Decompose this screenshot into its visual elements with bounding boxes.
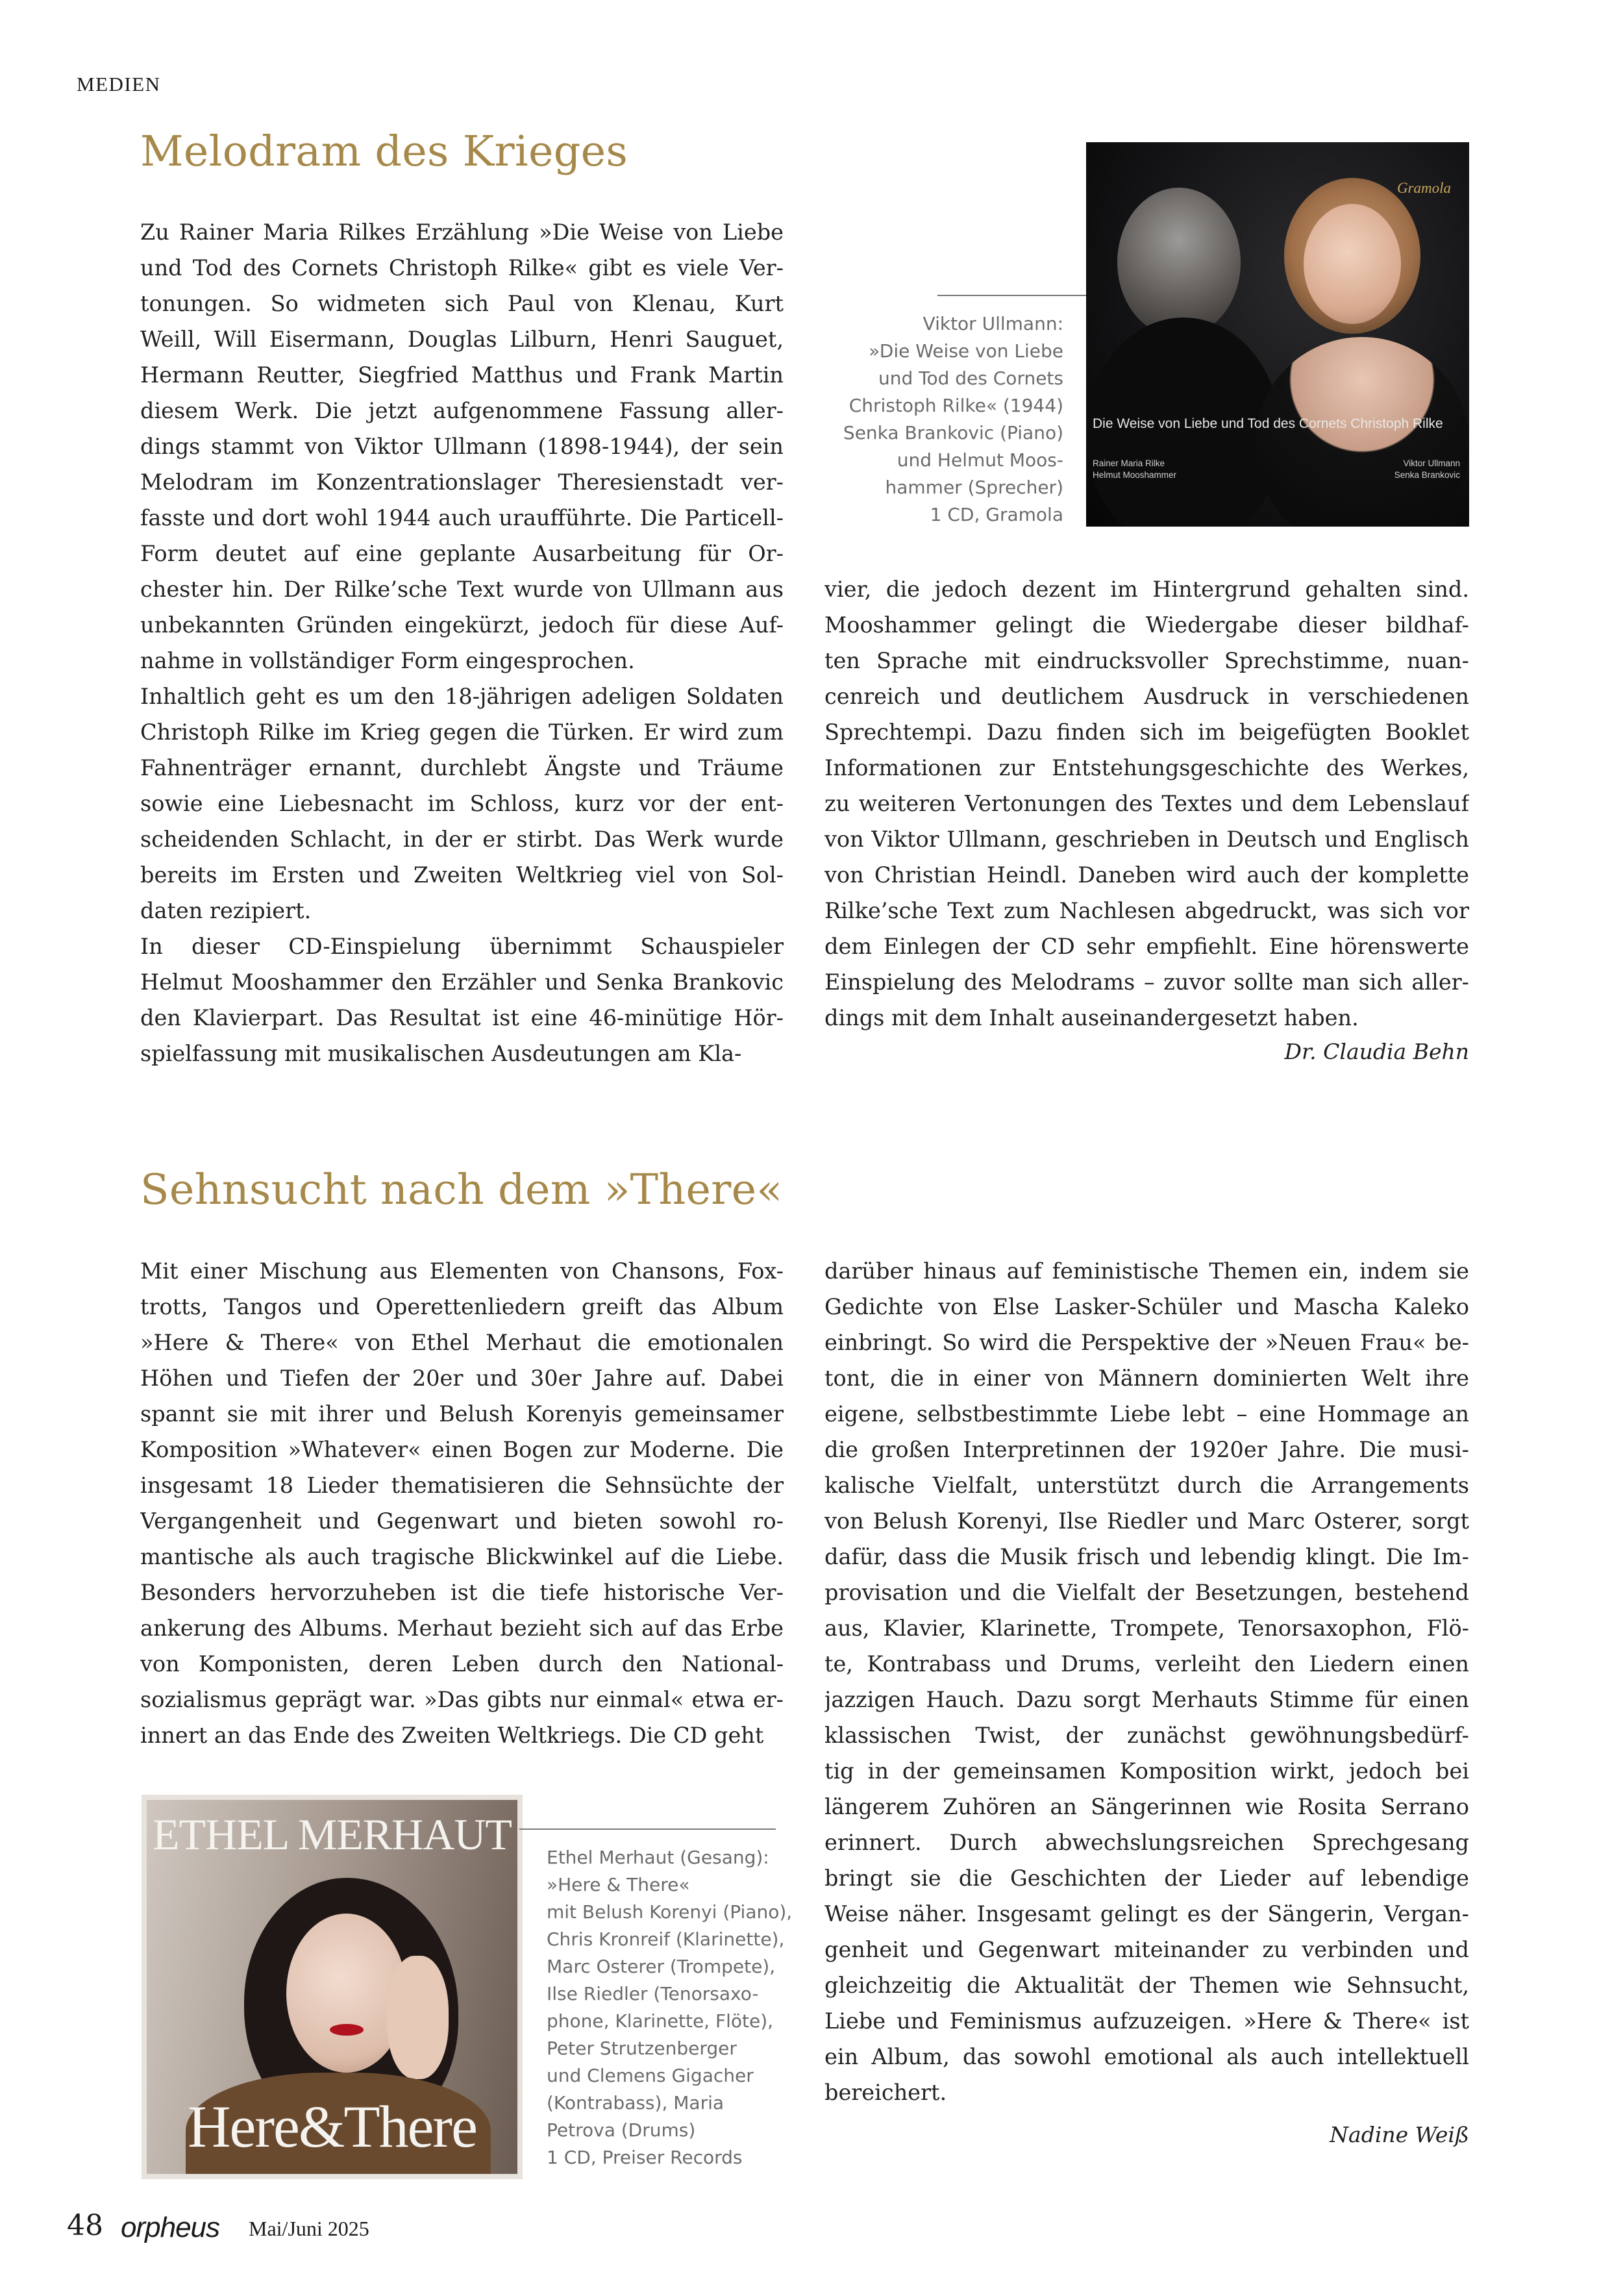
caption-line: und Clemens Gigacher <box>547 2065 754 2086</box>
text-line: ankerung des Albums. Merhaut bezieht sich auf das Erbe <box>140 1616 784 1641</box>
text-line: bringt sie die Geschichten der Lieder auf lebendige <box>824 1866 1469 1891</box>
text-line: dings stammt von Viktor Ullmann (1898-1944), der sein <box>140 434 784 459</box>
caption-line: Petrova (Drums) <box>547 2119 696 2141</box>
cover-man-figure <box>1117 188 1241 337</box>
text-line: Informationen zur Entstehungsgeschichte des Werkes, <box>824 755 1469 780</box>
cover-woman-face <box>1304 204 1401 324</box>
text-line: fasste und dort wohl 1944 auch uraufführte. Die Particell- <box>140 505 784 530</box>
cover-label: Gramola <box>1396 180 1451 196</box>
text-line: diesem Werk. Die jetzt aufgenommene Fassung aller- <box>140 398 784 423</box>
cover-name: Viktor Ullmann <box>1403 458 1460 468</box>
text-line: aus, Klavier, Klarinette, Trompete, Tenorsaxophon, Flö- <box>824 1616 1469 1641</box>
text-line: gleichzeitig die Aktualität der Themen wie Sehnsucht, <box>824 1973 1469 1998</box>
cover-lips <box>330 2024 364 2036</box>
text-line: ein Album, das sowohl emotional als auch intellektuell <box>824 2044 1469 2069</box>
text-line: sozialismus geprägt war. »Das gibts nur einmal« etwa er- <box>140 1687 784 1712</box>
cover-woman-body <box>1255 337 1469 527</box>
text-line: Form deutet auf eine geplante Ausarbeitung für Or- <box>140 541 784 566</box>
text-line: Fahnenträger ernannt, durchlebt Ängste und Träume <box>140 755 784 780</box>
article1-left-column <box>140 214 784 1071</box>
text-line: erinnert. Durch abwechslungsreichen Sprechgesang <box>824 1830 1469 1855</box>
caption-rule <box>937 295 1087 296</box>
text-line: und Tod des Cornets Christoph Rilke« gibt es viele Ver- <box>140 255 784 281</box>
caption-line: (Kontrabass), Maria <box>547 2092 725 2114</box>
text-line: trotts, Tangos und Operettenliedern greift das Album <box>140 1294 784 1319</box>
article2-caption <box>547 1844 792 2171</box>
text-line: chester hin. Der Rilke’sche Text wurde von Ullmann aus <box>140 577 784 602</box>
cover-name: Senka Brankovic <box>1394 470 1460 480</box>
caption-line: hammer (Sprecher) <box>885 477 1063 498</box>
text-line: ten Sprache mit eindrucksvoller Sprechstimme, nuan- <box>824 648 1469 673</box>
text-line: mantische als auch tragische Blickwinkel auf die Liebe. <box>140 1544 784 1569</box>
article2-right-column <box>824 1253 1469 2110</box>
text-line: vier, die jedoch dezent im Hintergrund gehalten sind. <box>824 577 1469 602</box>
caption-line: »Die Weise von Liebe <box>869 340 1063 362</box>
caption-line: Senka Brankovic (Piano) <box>843 422 1063 443</box>
text-line: die großen Interpretinnen der 1920er Jahre. Die musi- <box>824 1437 1469 1462</box>
text-line: nahme in vollständiger Form eingesprochen. <box>140 648 635 673</box>
text-line: sowie eine Liebesnacht im Schloss, kurz vor der ent- <box>140 791 784 816</box>
text-line: den Klavierpart. Das Resultat ist eine 46-minütige Hör- <box>140 1005 784 1030</box>
text-line: dem Einlegen der CD sehr empfiehlt. Eine hörenswerte <box>824 934 1469 959</box>
text-line: Gedichte von Else Lasker-Schüler und Mascha Kaleko <box>824 1294 1469 1319</box>
cover-hand <box>387 1956 449 2079</box>
text-line: tonungen. So widmeten sich Paul von Klenau, Kurt <box>140 291 784 316</box>
section-label: MEDIEN <box>77 73 161 95</box>
caption-line: 1 CD, Gramola <box>930 504 1063 525</box>
text-line: Höhen und Tiefen der 20er und 30er Jahre auf. Dabei <box>140 1366 784 1391</box>
article2-headline: Sehnsucht nach dem »There« <box>140 1166 783 1214</box>
caption-line: 1 CD, Preiser Records <box>547 2147 743 2168</box>
caption-line: Viktor Ullmann: <box>923 313 1063 334</box>
text-line: zu weiteren Vertonungen des Textes und dem Lebenslauf <box>824 791 1469 816</box>
text-line: darüber hinaus auf feministische Themen ein, indem sie <box>824 1258 1469 1284</box>
text-line: scheidenden Schlacht, in der er stirbt. Das Werk wurde <box>140 827 784 852</box>
cd-cover-ullmann <box>1086 142 1469 527</box>
text-line: Helmut Mooshammer den Erzähler und Senka Brankovic <box>140 969 784 995</box>
text-line: Zu Rainer Maria Rilkes Erzählung »Die Weise von Liebe <box>140 219 784 245</box>
article1-right-column <box>824 571 1469 1036</box>
cover-name: Helmut Mooshammer <box>1093 470 1177 480</box>
caption-line: »Here & There« <box>547 1874 690 1895</box>
text-line: spannt sie mit ihrer und Belush Korenyis gemeinsamer <box>140 1401 784 1427</box>
text-line: längerem Zuhören an Sängerinnen wie Rosita Serrano <box>824 1794 1469 1819</box>
cover-artist: ETHEL MERHAUT <box>153 1810 512 1859</box>
text-line: dings mit dem Inhalt auseinandergesetzt haben. <box>824 1005 1359 1030</box>
text-line: Komposition »Whatever« einen Bogen zur Moderne. Die <box>140 1437 784 1462</box>
text-line: bereichert. <box>824 2080 947 2105</box>
text-line: tont, die in einer von Männern dominierten Welt ihre <box>824 1366 1469 1391</box>
text-line: Weill, Will Eisermann, Douglas Lilburn, Henri Sauguet, <box>140 327 784 352</box>
text-line: tig in der gemeinsamen Komposition wirkt, jedoch bei <box>824 1758 1469 1784</box>
text-line: bereits im Ersten und Zweiten Weltkrieg viel von Sol- <box>140 862 784 888</box>
caption-line: Ilse Riedler (Tenorsaxo- <box>547 1983 759 2004</box>
issue-date: Mai/Juni 2025 <box>249 2217 369 2240</box>
text-line: cenreich und deutlichem Ausdruck in verschiedenen <box>824 684 1469 709</box>
text-line: »Here & There« von Ethel Merhaut die emotionalen <box>140 1330 784 1355</box>
text-line: von Komponisten, deren Leben durch den National- <box>140 1651 784 1677</box>
text-line: In dieser CD-Einspielung übernimmt Schauspieler <box>140 934 784 959</box>
text-line: klassischen Twist, der zunächst gewöhnungsbedürf- <box>824 1723 1469 1748</box>
caption-line: mit Belush Korenyi (Piano), <box>547 1901 793 1923</box>
article1-headline: Melodram des Krieges <box>140 127 628 176</box>
text-line: genheit und Gegenwart miteinander zu verbinden und <box>824 1937 1469 1962</box>
article2-left-column <box>140 1253 784 1753</box>
caption-line: phone, Klarinette, Flöte), <box>547 2010 774 2032</box>
text-line: Liebe und Feminismus aufzuzeigen. »Here & There« ist <box>824 2008 1469 2034</box>
text-line: jazzigen Hauch. Dazu sorgt Merhauts Stimme für einen <box>824 1687 1469 1712</box>
cover-right-names <box>1394 458 1460 481</box>
caption-line: Christoph Rilke« (1944) <box>849 395 1063 416</box>
cover-album-title: Here&There <box>188 2093 477 2160</box>
article2-author: Nadine Weiß <box>1330 2122 1469 2147</box>
caption-line: Marc Osterer (Trompete), <box>547 1956 776 1977</box>
text-line: Melodram im Konzentrationslager Theresienstadt ver- <box>140 469 784 495</box>
cover-name: Rainer Maria Rilke <box>1093 458 1165 468</box>
text-line: Christoph Rilke im Krieg gegen die Türken. Er wird zum <box>140 719 784 745</box>
text-line: innert an das Ende des Zweiten Weltkriegs. Die CD geht <box>140 1723 764 1748</box>
text-line: Mooshammer gelingt die Wiedergabe dieser bildhaf- <box>824 612 1469 638</box>
cover-title: Die Weise von Liebe und Tod des Cornets Christoph Rilke <box>1093 416 1443 431</box>
cover-left-names <box>1093 458 1176 481</box>
caption-rule <box>519 1828 776 1830</box>
article1-author: Dr. Claudia Behn <box>1284 1039 1469 1064</box>
text-line: insgesamt 18 Lieder thematisieren die Sehnsüchte der <box>140 1473 784 1498</box>
caption-line: und Helmut Moos- <box>897 449 1063 471</box>
text-line: kalische Vielfalt, unterstützt durch die Arrangements <box>824 1473 1469 1498</box>
text-line: spielfassung mit musikalischen Ausdeutungen am Kla- <box>140 1041 742 1066</box>
text-line: Inhaltlich geht es um den 18-jährigen adeligen Soldaten <box>140 684 784 709</box>
text-line: dafür, dass die Musik frisch und lebendig klingt. Die Im- <box>824 1544 1469 1569</box>
caption-line: und Tod des Cornets <box>878 368 1063 389</box>
text-line: Weise näher. Insgesamt gelingt es der Sängerin, Vergan- <box>824 1901 1469 1927</box>
magazine-logo: orpheus <box>121 2212 220 2243</box>
text-line: einbringt. So wird die Perspektive der »Neuen Frau« be- <box>824 1330 1469 1355</box>
text-line: provisation und die Vielfalt der Besetzungen, bestehend <box>824 1580 1469 1605</box>
text-line: eigene, selbstbestimmte Liebe lebt – eine Hommage an <box>824 1401 1469 1427</box>
text-line: von Belush Korenyi, Ilse Riedler und Marc Osterer, sorgt <box>824 1508 1469 1534</box>
text-line: Einspielung des Melodrams – zuvor sollte man sich aller- <box>824 969 1469 995</box>
cd-cover-merhaut <box>142 1795 523 2179</box>
caption-line: Chris Kronreif (Klarinette), <box>547 1928 785 1950</box>
text-line: Hermann Reutter, Siegfried Matthus und Frank Martin <box>140 362 784 388</box>
text-line: Besonders hervorzuheben ist die tiefe historische Ver- <box>140 1580 784 1605</box>
text-line: Mit einer Mischung aus Elementen von Chansons, Fox- <box>140 1258 784 1284</box>
caption-line: Ethel Merhaut (Gesang): <box>547 1847 769 1868</box>
article1-caption <box>843 310 1063 529</box>
caption-line: Peter Strutzenberger <box>547 2038 737 2059</box>
text-line: unbekannten Gründen eingekürzt, jedoch für diese Auf- <box>140 612 784 638</box>
text-line: von Viktor Ullmann, geschrieben in Deutsch und Englisch <box>824 827 1469 852</box>
text-line: Sprechtempi. Dazu finden sich im beigefügten Booklet <box>824 719 1469 745</box>
text-line: daten rezipiert. <box>140 898 312 923</box>
text-line: Vergangenheit und Gegenwart und bieten sowohl ro- <box>140 1508 784 1534</box>
text-line: te, Kontrabass und Drums, verleiht den Liedern einen <box>824 1651 1469 1677</box>
page-number: 48 <box>67 2209 103 2242</box>
text-line: Rilke’sche Text zum Nachlesen abgedruckt, was sich vor <box>824 898 1469 923</box>
text-line: von Christian Heindl. Daneben wird auch der komplette <box>824 862 1469 888</box>
